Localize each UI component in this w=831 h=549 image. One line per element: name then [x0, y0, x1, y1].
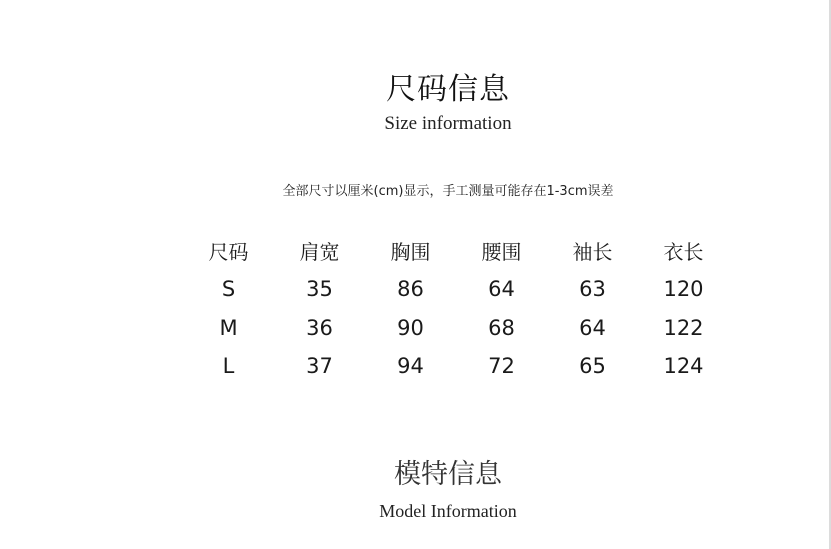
- cell-shoulder: 35: [306, 277, 333, 302]
- cell-chest: 94: [397, 354, 424, 379]
- cell-sleeve: 63: [579, 277, 606, 302]
- header-waist: 腰围: [481, 239, 522, 264]
- cell-chest: 86: [397, 277, 424, 302]
- cell-sleeve: 65: [579, 354, 606, 379]
- table-row: [183, 309, 729, 348]
- header-chest: 胸围: [390, 239, 431, 264]
- cell-size: S: [221, 277, 236, 302]
- size-title-cn: 尺码信息: [386, 72, 510, 107]
- cell-size: M: [219, 315, 238, 340]
- model-title-cn: 模特信息: [394, 459, 502, 490]
- cell-shoulder: 37: [306, 354, 333, 379]
- size-table: [183, 230, 729, 386]
- cell-waist: 64: [488, 277, 515, 302]
- size-title-en: Size information: [384, 113, 512, 134]
- cell-length: 120: [663, 277, 704, 302]
- table-row: [183, 270, 729, 309]
- cell-chest: 90: [397, 315, 424, 340]
- cell-shoulder: 36: [306, 315, 333, 340]
- header-shoulder: 肩宽: [299, 239, 340, 264]
- model-title-en: Model Information: [379, 501, 517, 521]
- cell-length: 122: [663, 315, 704, 340]
- cell-length: 124: [663, 354, 704, 379]
- cell-waist: 68: [488, 315, 515, 340]
- cell-sleeve: 64: [579, 315, 606, 340]
- header-sleeve: 袖长: [572, 239, 613, 264]
- header-length: 衣长: [663, 239, 704, 264]
- measurement-note: 全部尺寸以厘米(cm)显示，手工测量可能存在1-3cm误差: [282, 184, 614, 199]
- header-size: 尺码: [208, 239, 249, 264]
- cell-size: L: [222, 354, 235, 379]
- table-row: [183, 347, 729, 386]
- size-table-header-row: [183, 230, 729, 270]
- cell-waist: 72: [488, 354, 515, 379]
